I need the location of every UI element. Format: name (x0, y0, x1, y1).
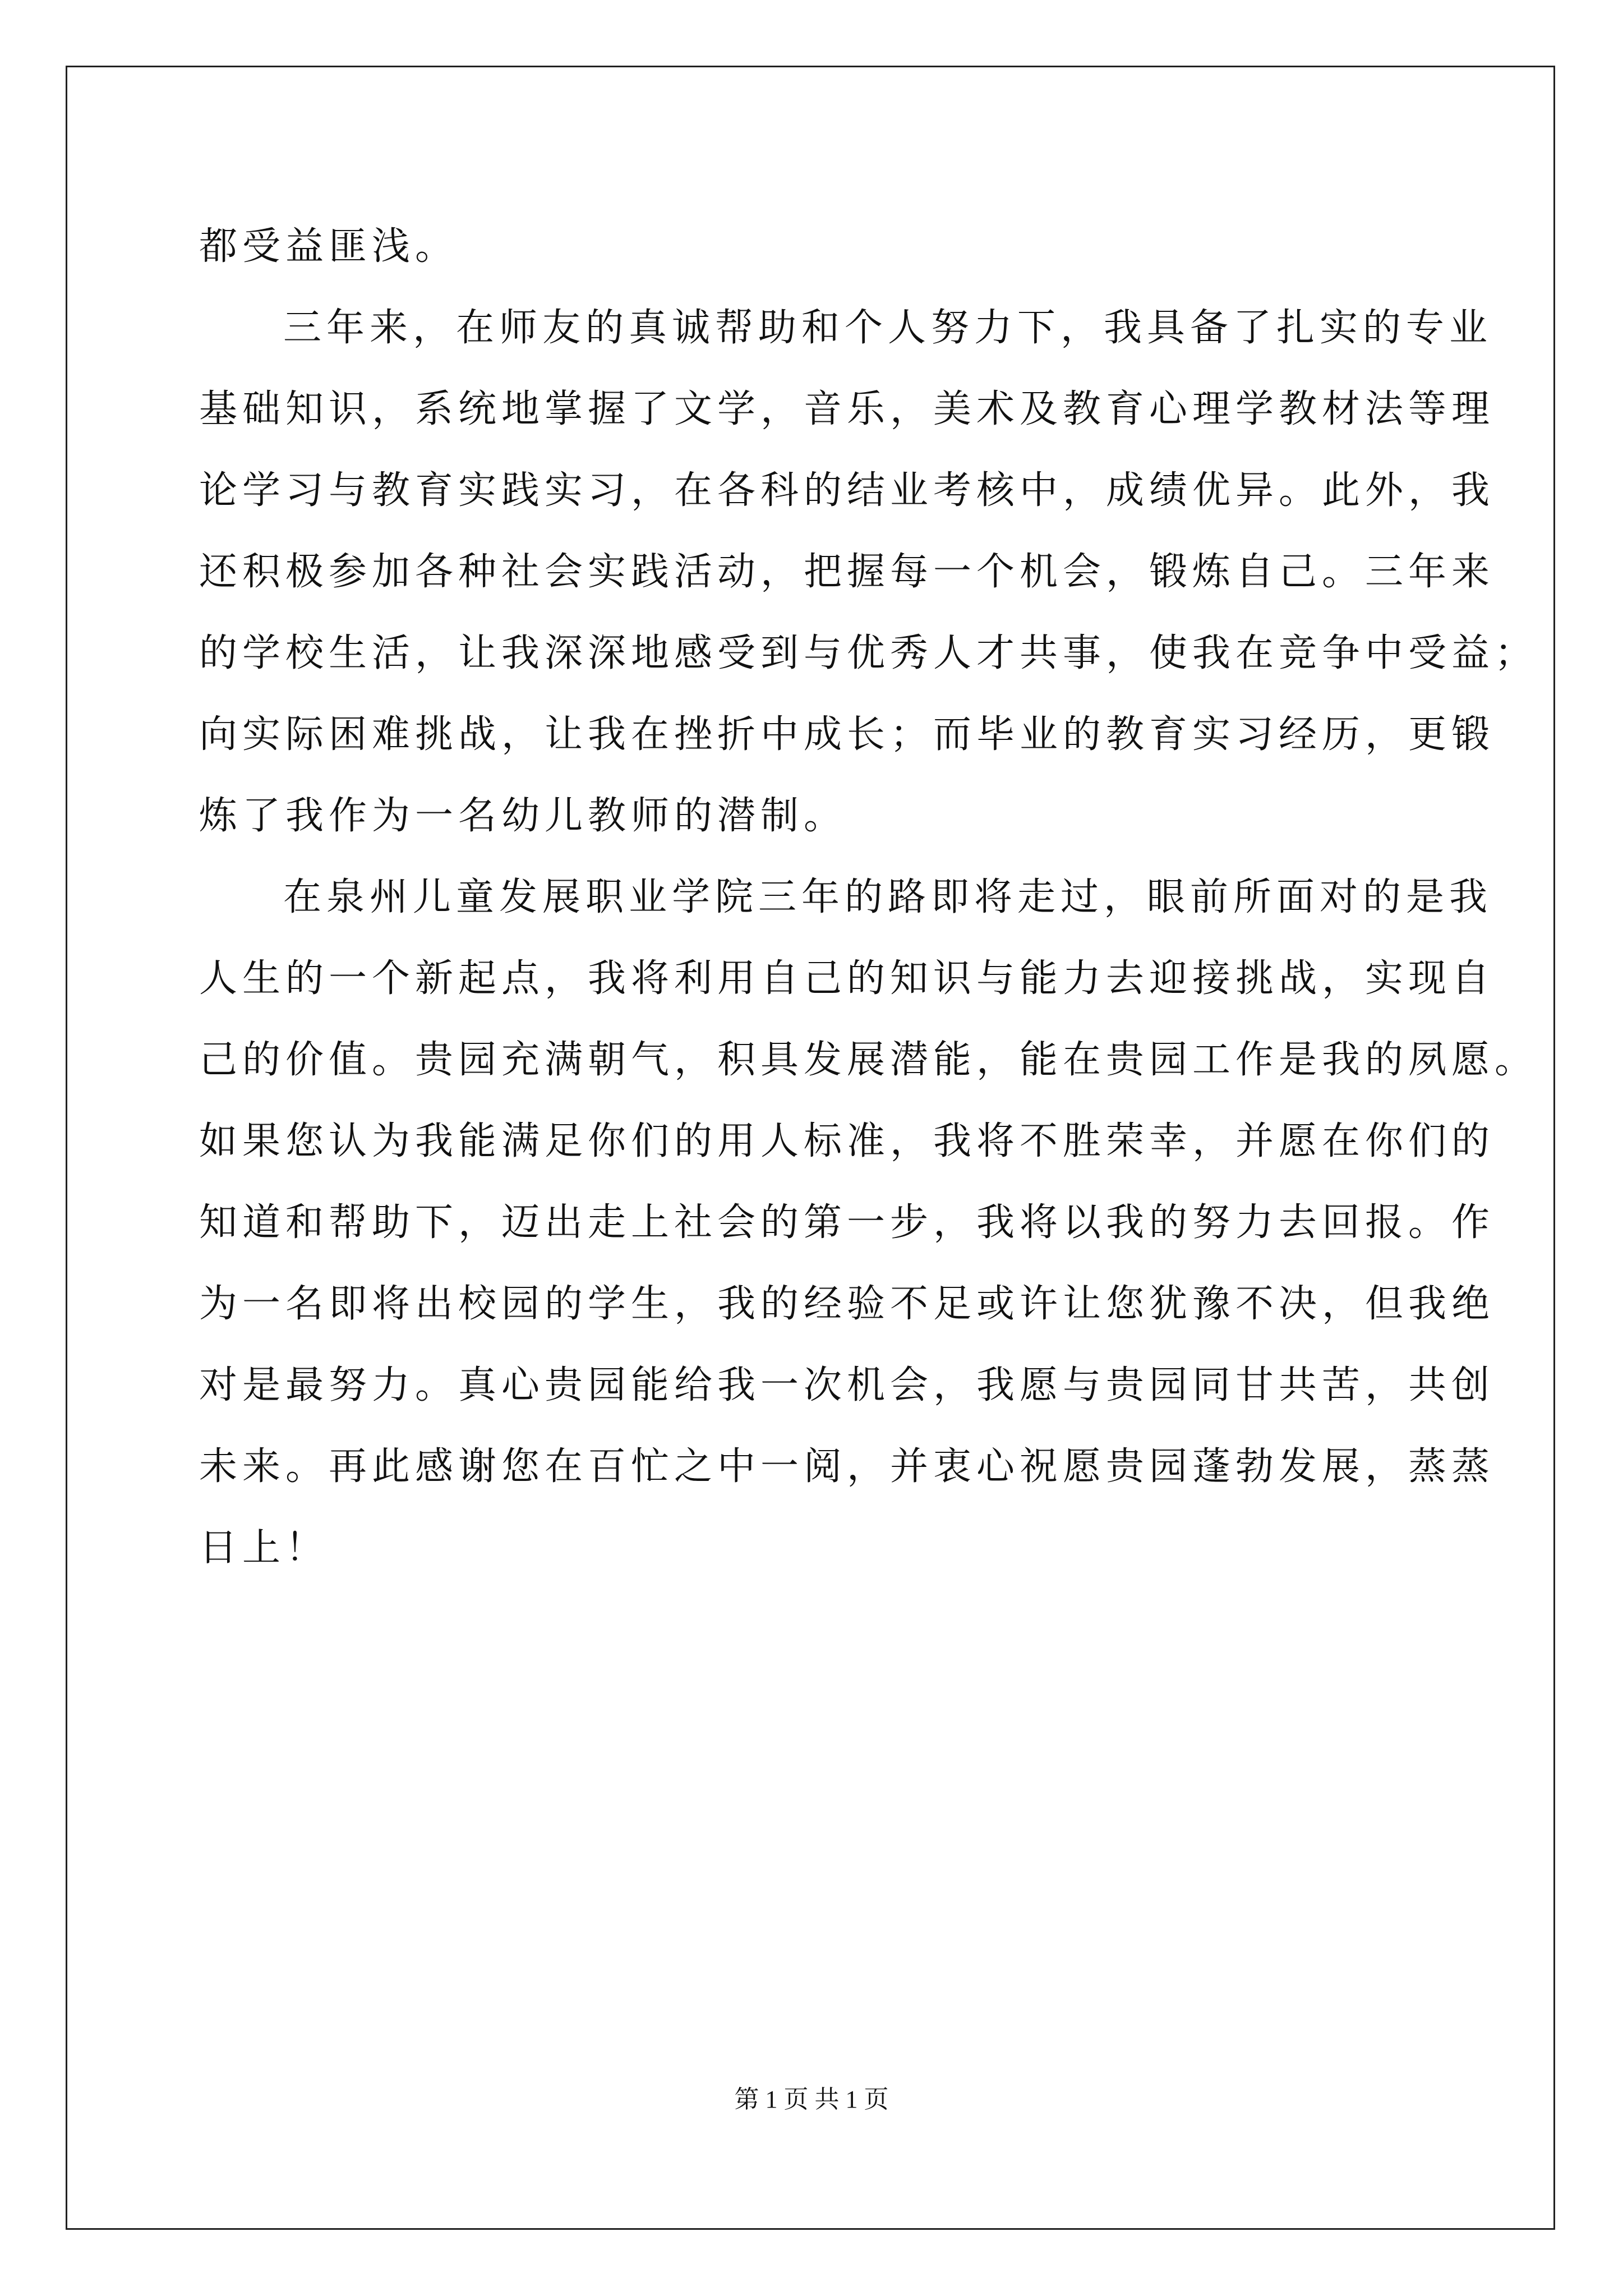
text-line: 的学校生活，让我深深地感受到与优秀人才共事，使我在竞争中受益； (199, 631, 1538, 675)
text-line: 日上！ (199, 1526, 329, 1570)
text-line: 为一名即将出校园的学生，我的经验不足或许让您犹豫不决，但我绝 (199, 1282, 1495, 1326)
page-number: 第 1 页 共 1 页 (734, 2086, 889, 2113)
paragraph-first-line: 在泉州儿童发展职业学院三年的路即将走过，眼前所面对的是我 (283, 875, 1493, 919)
document-body (199, 206, 1538, 1589)
text-line: 人生的一个新起点，我将利用自己的知识与能力去迎接挑战，实现自 (199, 956, 1495, 1001)
text-line: 基础知识，系统地掌握了文学，音乐，美术及教育心理学教材法等理 (199, 387, 1495, 431)
text-line: 向实际困难挑战，让我在挫折中成长；而毕业的教育实习经历，更锻 (199, 712, 1495, 757)
paragraph-first-line: 三年来，在师友的真诚帮助和个人努力下，我具备了扎实的专业 (283, 306, 1493, 350)
text-line: 未来。再此感谢您在百忙之中一阅，并衷心祝愿贵园蓬勃发展，蒸蒸 (199, 1444, 1495, 1489)
text-line: 如果您认为我能满足你们的用人标准，我将不胜荣幸，并愿在你们的 (199, 1119, 1495, 1163)
text-line: 知道和帮助下，迈出走上社会的第一步，我将以我的努力去回报。作 (199, 1200, 1495, 1245)
text-line: 己的价值。贵园充满朝气，积具发展潜能，能在贵园工作是我的夙愿。 (199, 1038, 1538, 1082)
text-line: 炼了我作为一名幼儿教师的潜制。 (199, 794, 847, 838)
text-line: 都受益匪浅。 (199, 224, 459, 269)
text-line: 还积极参加各种社会实践活动，把握每一个机会，锻炼自己。三年来 (199, 550, 1495, 594)
text-line: 对是最努力。真心贵园能给我一次机会，我愿与贵园同甘共苦，共创 (199, 1363, 1495, 1407)
text-line: 论学习与教育实践实习，在各科的结业考核中，成绩优异。此外，我 (199, 468, 1495, 513)
